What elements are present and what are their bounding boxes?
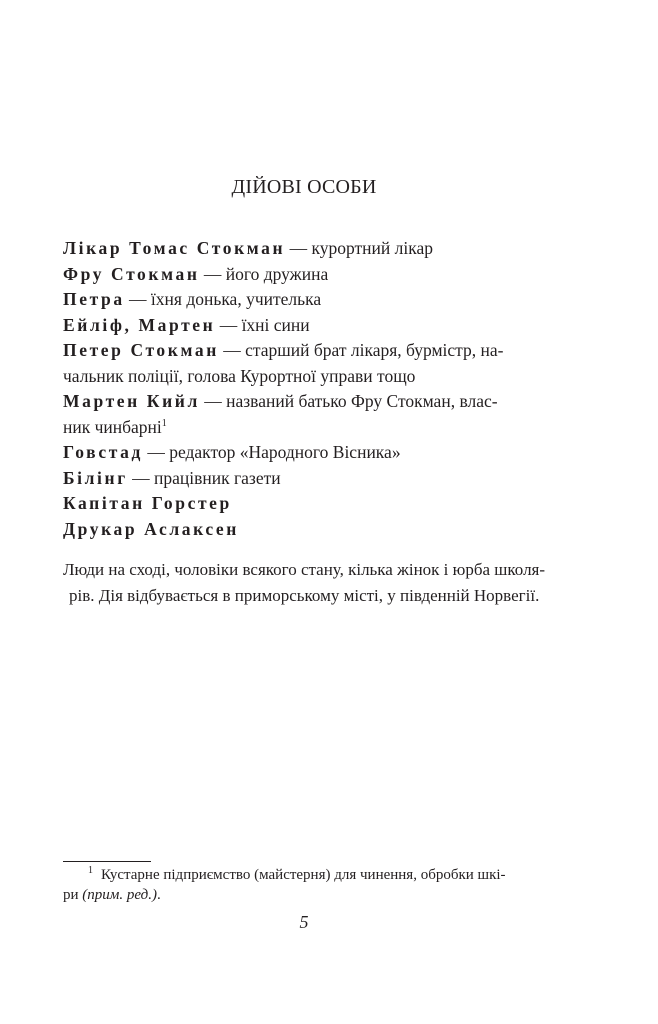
cast-list (63, 236, 548, 542)
footnote-divider (63, 861, 151, 862)
cast-entry-continuation (63, 364, 548, 390)
character-name: Фру Стокман (63, 263, 200, 284)
cast-entry (63, 440, 548, 466)
footnote-text: Кустарне підприємство (майстерня) для чинення, обробки шкі- (101, 867, 506, 883)
cast-entry (63, 236, 548, 262)
footnote: 1 Кустарне підприємство (майстерня) для чинення, обробки шкі- ри (прим. ред.). (63, 865, 506, 903)
cast-entry-continuation (63, 415, 548, 441)
setting-line: рів. Дія відбувається в приморському місті, у південній Норвегії. (69, 585, 540, 605)
page-heading: ДІЙОВІ ОСОБИ (231, 176, 377, 198)
cast-entry (63, 262, 548, 288)
character-description: — старший брат лікаря, бурмістр, на- (218, 340, 504, 360)
character-description: — редактор «Народного Вісника» (142, 442, 401, 462)
character-name: Петер Стокман (63, 340, 219, 360)
footnote-editor-note: (прим. ред.) (82, 887, 157, 903)
character-name: Мартен Кийл (63, 391, 200, 411)
footnote-reference[interactable]: 1 (161, 417, 167, 429)
character-name: Говстад (63, 442, 143, 462)
character-description-continued: чальник поліції, голова Курортної управи тощо (63, 365, 416, 386)
character-description: — їхні сини (215, 314, 310, 335)
cast-entry (63, 466, 548, 492)
footnote-text: ри (63, 887, 83, 903)
character-description: — названий батько Фру Стокман, влас- (199, 391, 498, 411)
setting-paragraph (63, 557, 553, 608)
character-name: Ейліф, Мартен (63, 314, 216, 335)
cast-entry (63, 287, 548, 313)
footnote-text-end: . (156, 887, 161, 903)
character-description: — їхня донька, учителька (124, 289, 322, 309)
setting-line: Люди на сході, чоловіки всякого стану, кілька жінок і юрба школя- (63, 560, 546, 579)
character-description: — його дружина (199, 263, 329, 284)
character-description: — курортний лікар (285, 238, 433, 258)
character-name: Друкар Аслаксен (63, 518, 239, 539)
character-name: Лікар Томас Стокман (63, 238, 286, 258)
cast-entry (63, 491, 548, 517)
page-number: 5 (299, 912, 309, 932)
cast-entry (63, 389, 548, 415)
character-name: Петра (63, 289, 125, 309)
cast-entry (63, 338, 548, 364)
cast-entry (63, 313, 548, 339)
character-description: — працівник газети (127, 467, 281, 488)
character-name: Білінг (63, 467, 128, 488)
character-description-continued: ник чинбарні (63, 416, 162, 437)
cast-entry (63, 517, 548, 543)
character-name: Капітан Горстер (63, 493, 232, 513)
